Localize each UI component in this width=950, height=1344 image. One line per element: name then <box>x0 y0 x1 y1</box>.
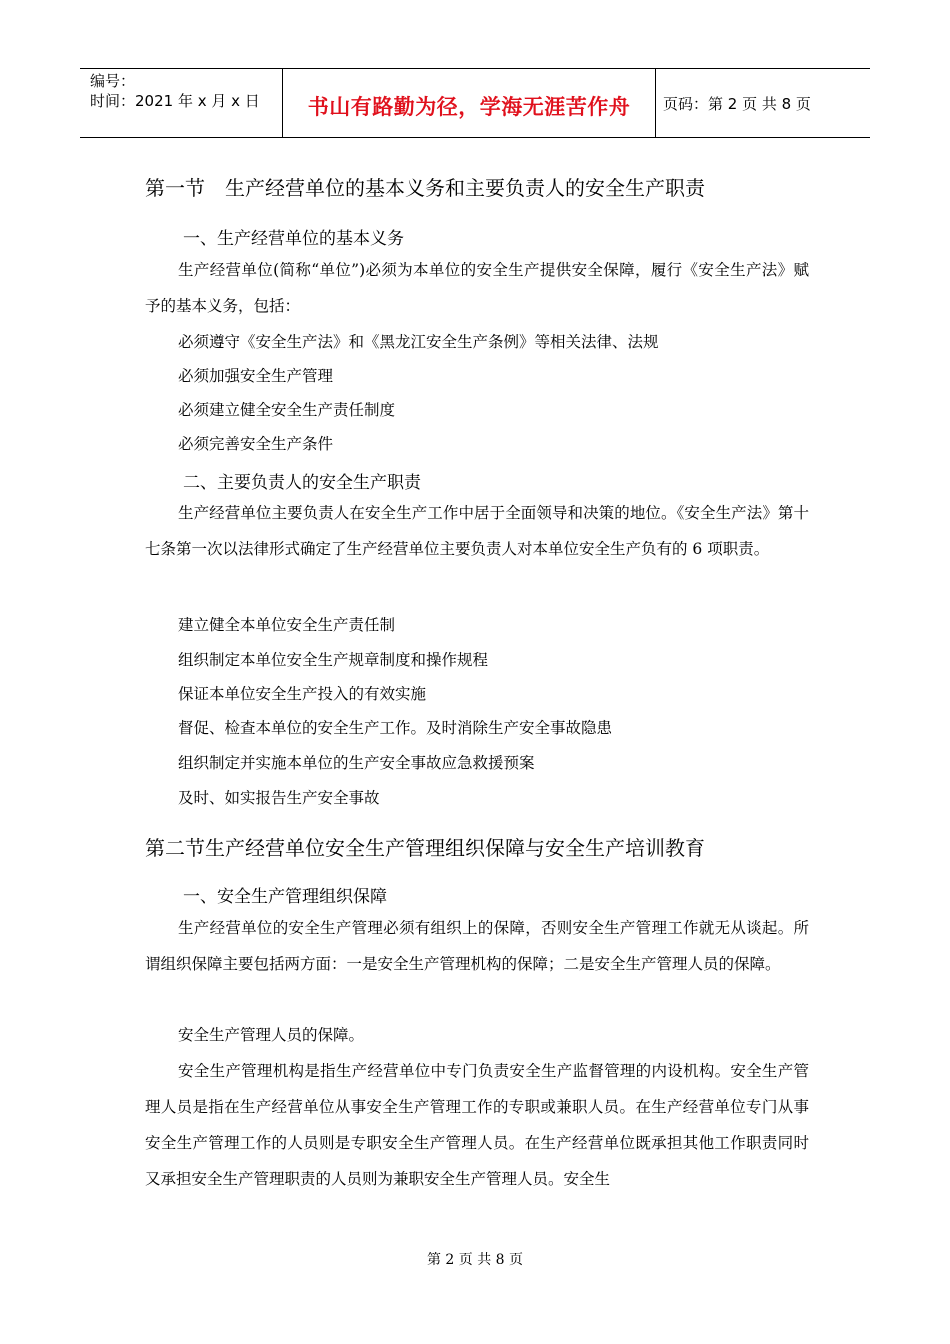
header-meta <box>80 69 283 137</box>
list-item: 必须建立健全安全生产责任制度 <box>178 401 396 419</box>
page-header <box>80 68 870 138</box>
list-item: 组织制定本单位安全生产规章制度和操作规程 <box>178 651 489 669</box>
section-2-para-2: 安全生产管理人员的保障。 <box>178 1026 365 1044</box>
motto: 书山有路勤为径，学海无涯苦作舟 <box>307 95 631 119</box>
section-2-para-3: 安全生产管理机构是指生产经营单位中专门负责安全生产监督管理的内设机构。安全生产管理人员是指在生产经营单位从事安全生产管理工作的专职或兼职人员。在生产经营单位专门从事安全生产管理工作的人员则是专职安全生产管理人员。在生产经营单位既承担其他工作职责同时又承担安全生产管理职责的人员则为兼职安全生产管理人员。安全生 <box>145 1062 809 1188</box>
section-1-title: 第一节 生产经营单位的基本义务和主要负责人的安全生产职责 <box>145 176 705 200</box>
section-1-sub-2-intro: 生产经营单位主要负责人在安全生产工作中居于全面领导和决策的地位。《安全生产法》第十七条第一次以法律形式确定了生产经营单位主要负责人对本单位安全生产负有的 6 项职责。 <box>145 504 809 558</box>
list-item: 组织制定并实施本单位的生产安全事故应急救援预案 <box>178 754 535 772</box>
list-item: 必须遵守《安全生产法》和《黑龙江安全生产条例》等相关法律、法规 <box>178 333 659 351</box>
list-item: 督促、检查本单位的安全生产工作。及时消除生产安全事故隐患 <box>178 719 613 737</box>
page-footer: 第 2 页 共 8 页 <box>426 1252 524 1268</box>
serial-label: 编号： <box>90 72 136 90</box>
section-1-sub-1-intro: 生产经营单位(简称“单位”)必须为本单位的安全生产提供安全保障，履行《安全生产法》赋予的基本义务，包括： <box>145 261 809 315</box>
header-motto-cell <box>283 69 656 137</box>
list-item: 必须完善安全生产条件 <box>178 435 334 453</box>
section-2-title: 第二节生产经营单位安全生产管理组织保障与安全生产培训教育 <box>145 836 705 860</box>
section-1-sub-1-title: 一、生产经营单位的基本义务 <box>183 229 404 249</box>
list-item: 保证本单位安全生产投入的有效实施 <box>178 685 427 703</box>
section-1-sub-2-title: 二、主要负责人的安全生产职责 <box>183 473 421 493</box>
header-page-info: 页码：第 2 页 共 8 页 <box>663 95 811 113</box>
list-item: 建立健全本单位安全生产责任制 <box>178 616 396 634</box>
list-item: 及时、如实报告生产安全事故 <box>178 789 380 807</box>
time-label: 时间：2021 年 x 月 x 日 <box>90 92 260 110</box>
list-item: 必须加强安全生产管理 <box>178 367 334 385</box>
section-2-sub-1-title: 一、安全生产管理组织保障 <box>183 887 387 907</box>
section-2-para-1: 生产经营单位的安全生产管理必须有组织上的保障，否则安全生产管理工作就无从谈起。所谓组织保障主要包括两方面：一是安全生产管理机构的保障；二是安全生产管理人员的保障。 <box>145 919 809 973</box>
